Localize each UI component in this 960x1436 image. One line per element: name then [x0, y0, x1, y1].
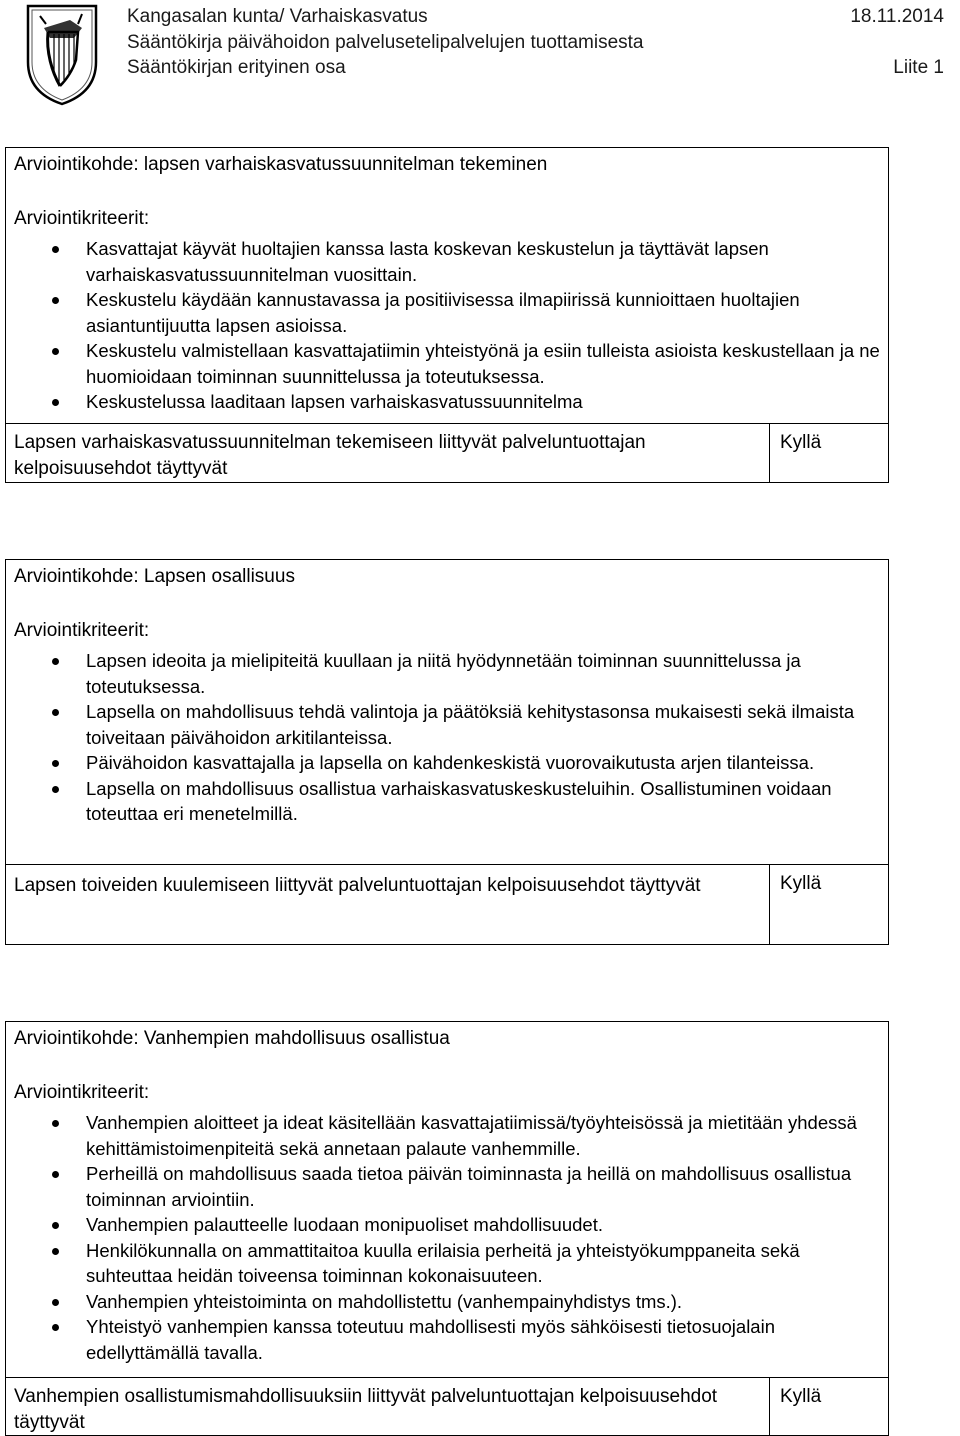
criteria-label: Arviointikriteerit: [14, 208, 150, 229]
bullet-icon [52, 1120, 59, 1127]
section-title: Arviointikohde: Lapsen osallisuus [14, 566, 295, 587]
list-item: Kasvattajat käyvät huoltajien kanssa lasta koskevan keskustelun ja täyttävät lapsen varhaiskasvatussuunnitelman vuosittain. [14, 236, 880, 287]
list-item: Keskustelussa laaditaan lapsen varhaiskasvatussuunnitelma [14, 389, 880, 415]
list-item: Vanhempien yhteistoiminta on mahdollistettu (vanhempainyhdistys tms.). [14, 1289, 880, 1315]
section-title: Arviointikohde: lapsen varhaiskasvatussuunnitelman tekeminen [14, 154, 548, 175]
bullet-icon [52, 760, 59, 767]
list-item: Vanhempien aloitteet ja ideat käsitellään kasvattajatiimissä/työyhteisössä ja mietitään yhdessä kehittämistoimenpiteitä sekä annetaan palaute vanhemmille. [14, 1110, 880, 1161]
requirement-text: Lapsen toiveiden kuulemiseen liittyvät palveluntuottajan kelpoisuusehdot täyttyvät [6, 865, 770, 944]
requirement-row [6, 424, 888, 482]
bullet-icon [52, 786, 59, 793]
list-item: Lapsella on mahdollisuus tehdä valintoja ja päätöksiä kehitystasonsa mukaisesti sekä ilmaista toiveitaan päivähoidon arkitilanteissa. [14, 699, 880, 750]
criteria-label: Arviointikriteerit: [14, 620, 150, 641]
bullet-icon [52, 1324, 59, 1331]
requirement-value: Kyllä [780, 432, 822, 453]
document-title: Sääntökirja päivähoidon palvelusetelipalvelujen tuottamisesta [127, 32, 644, 53]
section-body [6, 560, 888, 865]
criteria-label: Arviointikriteerit: [14, 1082, 150, 1103]
list-item: Perheillä on mahdollisuus saada tietoa päivän toiminnasta ja heillä on mahdollisuus osallistua toiminnan arviointiin. [14, 1161, 880, 1212]
list-item: Lapsen ideoita ja mielipiteitä kuullaan ja niitä hyödynnetään toiminnan suunnittelussa ja toteutuksessa. [14, 648, 880, 699]
bullet-icon [52, 1171, 59, 1178]
bullet-icon [52, 246, 59, 253]
list-item: Keskustelu valmistellaan kasvattajatiimin yhteistyönä ja esiin tulleista asioista keskustellaan ja ne huomioidaan toiminnan suunnittelussa ja toteutuksessa. [14, 338, 880, 389]
requirement-value: Kyllä [780, 873, 822, 894]
criteria-list [14, 648, 880, 827]
list-item: Vanhempien palautteelle luodaan monipuoliset mahdollisuudet. [14, 1212, 880, 1238]
bullet-icon [52, 658, 59, 665]
list-item: Henkilökunnalla on ammattitaitoa kuulla erilaisia perheitä ja yhteistyökumppaneita sekä suhteuttaa heidän toiveensa toiminnan kokonaisuuteen. [14, 1238, 880, 1289]
section-title: Arviointikohde: Vanhempien mahdollisuus osallistua [14, 1028, 450, 1049]
bullet-icon [52, 348, 59, 355]
list-item: Yhteistyö vanhempien kanssa toteutuu mahdollisesti myös sähköisesti tietosuojalain edellyttämällä tavalla. [14, 1314, 880, 1365]
bullet-icon [52, 399, 59, 406]
bullet-icon [52, 1248, 59, 1255]
bullet-icon [52, 297, 59, 304]
municipal-coat-of-arms-logo [22, 2, 102, 106]
evaluation-section-care-plan [5, 147, 889, 483]
section-body [6, 148, 888, 424]
requirement-row [6, 1378, 888, 1435]
bullet-icon [52, 709, 59, 716]
criteria-list [14, 236, 880, 415]
page-header [0, 0, 960, 110]
document-date: 18.11.2014 [850, 6, 944, 27]
requirement-text: Vanhempien osallistumismahdollisuuksiin liittyvät palveluntuottajan kelpoisuusehdot täyttyvät [6, 1378, 770, 1435]
criteria-list [14, 1110, 880, 1365]
organization-name: Kangasalan kunta/ Varhaiskasvatus [127, 6, 428, 27]
list-item: Keskustelu käydään kannustavassa ja positiivisessa ilmapiirissä kunnioittaen huoltajien asiantuntijuutta lapsen asioissa. [14, 287, 880, 338]
bullet-icon [52, 1222, 59, 1229]
bullet-icon [52, 1299, 59, 1306]
section-body [6, 1022, 888, 1378]
document-part: Sääntökirjan erityinen osa [127, 57, 346, 78]
evaluation-section-child-participation [5, 559, 889, 945]
requirement-value: Kyllä [780, 1386, 822, 1407]
requirement-text: Lapsen varhaiskasvatussuunnitelman tekemiseen liittyvät palveluntuottajan kelpoisuusehdot täyttyvät [6, 424, 770, 482]
list-item: Lapsella on mahdollisuus osallistua varhaiskasvatuskeskusteluihin. Osallistuminen voidaan toteuttaa eri menetelmillä. [14, 776, 880, 827]
list-item: Päivähoidon kasvattajalla ja lapsella on kahdenkeskistä vuorovaikutusta arjen tilanteissa. [14, 750, 880, 776]
evaluation-section-parent-participation [5, 1021, 889, 1436]
attachment-label: Liite 1 [893, 57, 944, 78]
requirement-row [6, 865, 888, 944]
